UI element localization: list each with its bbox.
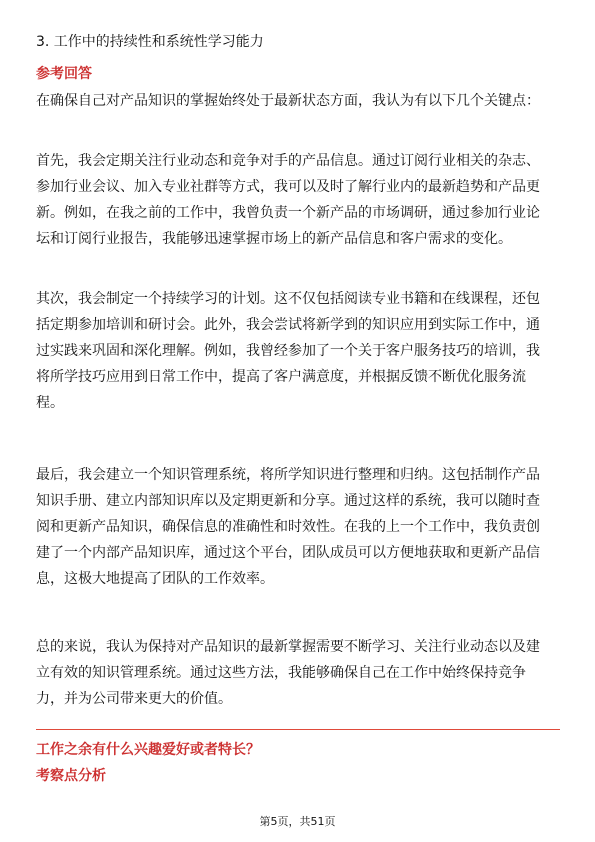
text-line: 其次，我会制定一个持续学习的计划。这不仅包括阅读专业书籍和在线课程，还包 — [36, 291, 540, 307]
next-question-title: 工作之余有什么兴趣爱好或者特长？ — [36, 742, 260, 758]
text-line: 在确保自己对产品知识的掌握始终处于最新状态方面，我认为有以下几个关键点： — [36, 93, 540, 109]
answer-paragraph-1 — [36, 148, 560, 252]
text-line: 建了一个内部产品知识库，通过这个平台，团队成员可以方便地获取和更新产品信 — [36, 545, 540, 561]
text-line: 立有效的知识管理系统。通过这些方法，我能够确保自己在工作中始终保持竞争 — [36, 665, 526, 681]
text-line: 最后，我会建立一个知识管理系统，将所学知识进行整理和归纳。这包括制作产品 — [36, 467, 540, 483]
answer-label: 参考回答 — [36, 66, 92, 82]
text-line: 将所学技巧应用到日常工作中，提高了客户满意度，并根据反馈不断优化服务流 — [36, 369, 526, 385]
text-line: 知识手册、建立内部知识库以及定期更新和分享。通过这样的系统，我可以随时查 — [36, 493, 540, 509]
text-line: 总的来说，我认为保持对产品知识的最新掌握需要不断学习、关注行业动态以及建 — [36, 639, 540, 655]
page-footer: 第5页，共51页 — [259, 815, 336, 828]
text-line: 括定期参加培训和研讨会。此外，我会尝试将新学到的知识应用到实际工作中，通 — [36, 317, 540, 333]
analysis-label: 考察点分析 — [36, 768, 106, 784]
section-divider — [36, 729, 560, 730]
text-line: 新。例如，在我之前的工作中，我曾负责一个新产品的市场调研，通过参加行业论 — [36, 205, 540, 221]
text-line: 坛和订阅行业报告，我能够迅速掌握市场上的新产品信息和客户需求的变化。 — [36, 231, 512, 247]
text-line: 息，这极大地提高了团队的工作效率。 — [36, 571, 274, 587]
text-line: 阅和更新产品知识，确保信息的准确性和时效性。在我的上一个工作中，我负责创 — [36, 519, 540, 535]
answer-intro — [36, 88, 560, 114]
answer-paragraph-3 — [36, 462, 560, 592]
section-title: 3. 工作中的持续性和系统性学习能力 — [36, 34, 264, 50]
text-line: 过实践来巩固和深化理解。例如，我曾经参加了一个关于客户服务技巧的培训，我 — [36, 343, 540, 359]
text-line: 力，并为公司带来更大的价值。 — [36, 691, 232, 707]
text-line: 程。 — [36, 395, 64, 411]
answer-paragraph-4 — [36, 634, 560, 712]
text-line: 参加行业会议、加入专业社群等方式，我可以及时了解行业内的最新趋势和产品更 — [36, 179, 540, 195]
answer-paragraph-2 — [36, 286, 560, 416]
text-line: 首先，我会定期关注行业动态和竞争对手的产品信息。通过订阅行业相关的杂志、 — [36, 153, 540, 169]
